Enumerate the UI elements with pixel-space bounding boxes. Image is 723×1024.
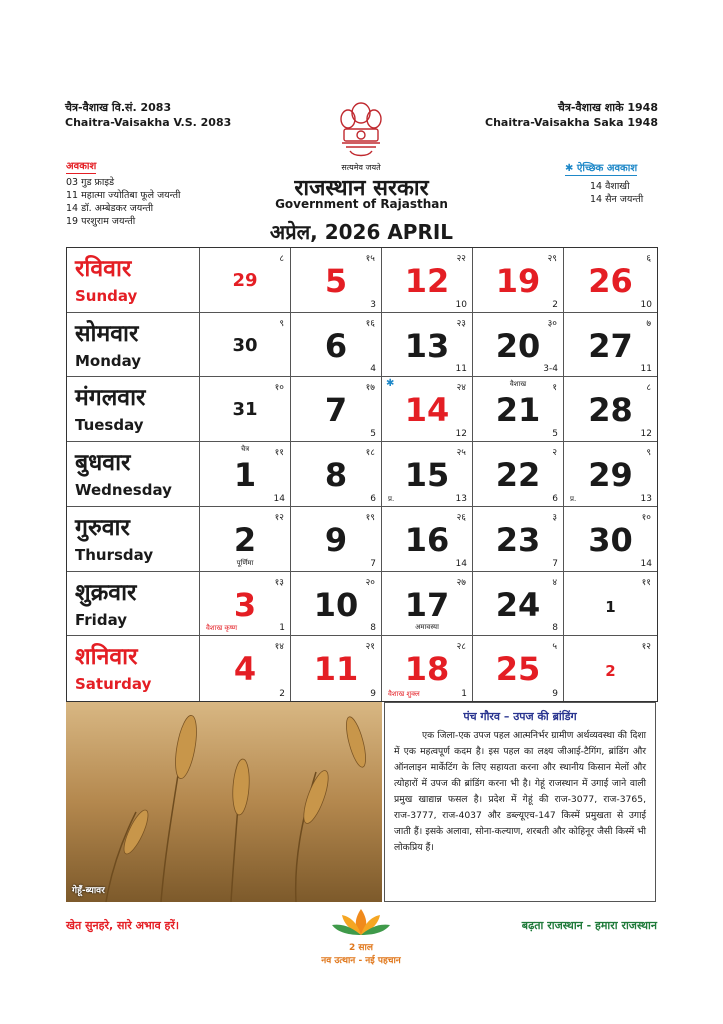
tithi-number: १६ [365, 318, 375, 329]
weekday-hindi: शुक्रवार [75, 579, 137, 606]
date-cell[interactable] [200, 248, 291, 313]
date-cell[interactable] [382, 507, 473, 572]
lunar-day: 6 [370, 493, 376, 504]
weekday-english: Saturday [75, 675, 152, 694]
tithi-number: ६ [646, 254, 651, 264]
tithi-number: १२ [274, 512, 284, 523]
optional-holiday-list [565, 162, 643, 206]
holiday-item: 19 परशुराम जयन्ती [66, 216, 136, 227]
tithi-number: १० [274, 383, 284, 394]
date-number: 25 [495, 650, 541, 689]
lunar-day: 14 [455, 558, 467, 569]
date-number: 15 [404, 456, 450, 495]
date-cell[interactable] [564, 313, 657, 378]
date-cell[interactable] [291, 248, 382, 313]
date-cell[interactable] [200, 377, 291, 442]
tithi-number: ८ [646, 383, 651, 394]
date-cell[interactable] [564, 636, 657, 701]
date-number: 2 [233, 520, 257, 559]
date-cell[interactable] [473, 636, 564, 701]
date-cell[interactable] [473, 377, 564, 442]
tithi-number: १५ [365, 254, 375, 264]
date-note: प्र. [570, 494, 577, 503]
date-number: 23 [495, 520, 541, 559]
weekday-english: Monday [75, 351, 142, 370]
holiday-item: 03 गुड फ्राइडे [66, 177, 115, 188]
tithi-number: २० [365, 577, 375, 588]
tithi-number: २९ [547, 254, 557, 264]
tithi-number: ७ [646, 318, 651, 329]
photo-caption: गेहूँ-ब्यावर [72, 886, 105, 896]
tithi-number: १८ [365, 448, 375, 459]
date-number: 27 [588, 326, 633, 365]
lunar-day: 10 [455, 299, 467, 310]
lunar-day: 13 [640, 493, 652, 504]
tithi-number: ३ [552, 512, 557, 523]
optional-holiday-heading [565, 162, 637, 176]
date-note: प्र. [388, 494, 395, 503]
tithi-number: २१ [365, 642, 375, 653]
tithi-number: २५ [456, 448, 466, 459]
lunar-day: 5 [552, 429, 558, 440]
date-cell[interactable] [200, 313, 291, 378]
tithi-number: २७ [456, 577, 466, 588]
vikram-samvat-hindi: चैत्र-वैशाख वि.सं. 2083 [65, 101, 172, 114]
lunar-day: 14 [640, 558, 652, 569]
date-number: 22 [495, 456, 541, 495]
lunar-day: 13 [455, 493, 467, 504]
date-number: 7 [324, 391, 348, 430]
tithi-number: २६ [456, 512, 466, 523]
weekday-cell [67, 442, 200, 507]
date-number: 19 [495, 262, 541, 300]
date-cell[interactable] [382, 377, 473, 442]
date-cell[interactable] [382, 248, 473, 313]
lunar-day: 5 [370, 429, 376, 440]
weekday-hindi: शनिवार [75, 644, 138, 671]
weekday-cell [67, 248, 200, 313]
lunar-day: 2 [279, 689, 285, 699]
lunar-day: 8 [370, 623, 376, 634]
ashoka-emblem-icon [336, 99, 386, 163]
date-cell[interactable] [564, 377, 657, 442]
footer-badge-text: नव उत्थान - नई पहचान [321, 956, 401, 966]
date-number: 1 [605, 597, 616, 616]
tithi-number: १३ [274, 577, 284, 588]
lunar-day: 7 [370, 558, 376, 569]
date-cell[interactable] [291, 442, 382, 507]
date-cell[interactable] [382, 313, 473, 378]
lunar-day: 8 [552, 623, 558, 634]
date-number: 18 [404, 650, 450, 689]
date-number: 12 [404, 262, 450, 300]
date-cell[interactable] [564, 572, 657, 637]
date-number: 14 [404, 391, 450, 430]
date-cell[interactable] [473, 248, 564, 313]
lunar-day: 1 [279, 623, 285, 634]
month-start-label: चैत्र [240, 445, 250, 454]
weekday-hindi: बुधवार [75, 450, 131, 477]
date-note: वैशाख शुक्ल [388, 690, 420, 698]
date-number: 29 [588, 456, 633, 495]
star-icon: ✱ [565, 163, 577, 174]
month-start-label: वैशाख [509, 380, 527, 389]
date-cell[interactable] [200, 636, 291, 701]
date-note: पूर्णिमा [236, 558, 254, 567]
weekday-english: Wednesday [75, 481, 172, 500]
date-note: वैशाख कृष्ण [206, 624, 238, 633]
info-body: एक जिला-एक उपज पहल आत्मनिर्भर ग्रामीण अर्थव्यवस्था की दिशा में एक महत्वपूर्ण कदम है। इस पहल का लक्ष्य जीआई-टैगिंग, ब्रांडिंग और ऑनलाइन मार्केटिंग के लिए सहायता करना और स्थानीय किसान मेलों और त्योहारों में उपज की ब्रांडिंग करना भी है। गेहूं राजस्थान में उगाई जाने वाली प्रमुख खाद्यान्न फसल है। प्रदेश में गेहूं की राज-3077, राज-3765, राज-3777, राज-4037 और डब्ल्यूएच-147 किस्में प्रमुखता से उगाई जाती हैं। इसके अलावा, सोना-कल्याण, शरबती और कोहिनूर जैसी किस्में भी लोकप्रिय हैं। [394, 730, 646, 853]
date-number: 3 [233, 585, 257, 624]
date-cell[interactable] [291, 572, 382, 637]
date-cell[interactable] [200, 507, 291, 572]
date-number: 2 [605, 662, 616, 681]
lunar-day: 7 [552, 558, 558, 569]
date-note: अमावस्या [415, 623, 439, 632]
date-cell[interactable] [291, 313, 382, 378]
date-number: 1 [233, 456, 257, 495]
tithi-number: ९ [279, 318, 284, 329]
info-title: पंच गौरव – उपज की ब्रांडिंग [463, 710, 577, 723]
date-number: 21 [495, 391, 541, 430]
vikram-samvat-english: Chaitra-Vaisakha V.S. 2083 [65, 116, 232, 129]
date-cell[interactable] [382, 442, 473, 507]
date-number: 10 [313, 585, 359, 624]
date-cell[interactable] [473, 572, 564, 637]
optional-holiday-item: 14 वैशाखी [590, 181, 630, 192]
date-cell[interactable] [291, 636, 382, 701]
saka-hindi: चैत्र-वैशाख शाके 1948 [557, 101, 658, 114]
date-cell[interactable] [473, 507, 564, 572]
weekday-hindi: रविवार [75, 256, 132, 282]
holiday-item: 14 डॉ. अम्बेडकर जयन्ती [66, 203, 154, 214]
weekday-cell [67, 636, 200, 701]
date-cell[interactable] [382, 572, 473, 637]
government-title-hindi: राजस्थान सरकार [294, 176, 429, 201]
date-cell[interactable] [473, 442, 564, 507]
saka-english: Chaitra-Vaisakha Saka 1948 [485, 116, 658, 129]
lotus-logo-icon [324, 905, 399, 943]
lunar-day: 4 [370, 364, 376, 375]
weekday-cell [67, 377, 200, 442]
date-cell[interactable] [291, 377, 382, 442]
date-cell[interactable] [564, 507, 657, 572]
footer-badge-top: 2 साल [349, 943, 373, 953]
lunar-day: 12 [455, 429, 467, 440]
tithi-number: १९ [365, 512, 375, 523]
tithi-number: २८ [456, 642, 466, 653]
footer-badge [291, 940, 431, 966]
date-cell[interactable] [291, 507, 382, 572]
weekday-english: Tuesday [75, 416, 144, 435]
lunar-day: 6 [552, 493, 558, 504]
tithi-number: २३ [456, 318, 466, 329]
date-cell[interactable] [200, 442, 291, 507]
tithi-number: १७ [365, 383, 375, 394]
star-icon: ✱ [386, 378, 395, 390]
saka-info [485, 100, 658, 130]
date-number: 8 [324, 456, 348, 495]
holiday-heading: अवकाश [66, 161, 97, 172]
tithi-number: १० [641, 512, 651, 523]
date-number: 30 [588, 520, 633, 559]
weekday-cell [67, 507, 200, 572]
tithi-number: ३० [547, 318, 557, 329]
tithi-number: १४ [274, 642, 284, 653]
lunar-day: 2 [552, 299, 558, 310]
tithi-number: ११ [274, 448, 284, 459]
tithi-number: २२ [456, 254, 466, 264]
weekday-english: Thursday [75, 545, 154, 564]
holiday-list [66, 160, 180, 228]
date-number: 30 [232, 334, 258, 356]
tithi-number: १२ [641, 642, 651, 653]
lunar-day: 11 [640, 364, 652, 375]
tithi-number: ११ [641, 577, 651, 588]
lunar-day: 1 [461, 689, 467, 699]
weekday-hindi: गुरुवार [75, 514, 130, 541]
weekday-cell [67, 313, 200, 378]
date-number: 29 [232, 270, 258, 291]
date-number: 16 [404, 520, 450, 559]
date-cell[interactable] [200, 572, 291, 637]
lunar-day: 9 [370, 689, 376, 699]
holiday-item: 11 महात्मा ज्योतिबा फूले जयन्ती [66, 190, 181, 201]
lunar-day: 3-4 [543, 364, 558, 375]
optional-holiday-item: 14 सैन जयन्ती [590, 194, 644, 205]
lunar-day: 3 [370, 299, 376, 310]
date-number: 28 [588, 391, 633, 430]
date-cell[interactable] [473, 313, 564, 378]
weekday-hindi: सोमवार [75, 320, 139, 347]
weekday-english: Friday [75, 610, 128, 629]
wheat-photo [66, 702, 382, 902]
date-cell[interactable] [382, 636, 473, 701]
date-cell[interactable] [564, 442, 657, 507]
date-number: 13 [404, 326, 450, 365]
tithi-number: ५ [552, 642, 557, 653]
date-number: 17 [404, 585, 450, 624]
date-cell[interactable] [564, 248, 657, 313]
month-title: अप्रेल, 2026 APRIL [269, 220, 454, 244]
date-number: 26 [588, 262, 633, 300]
tithi-number: १ [552, 383, 557, 394]
lunar-day: 14 [273, 493, 285, 504]
date-number: 24 [495, 585, 541, 624]
calendar-grid [66, 247, 658, 702]
info-box [384, 702, 656, 902]
lunar-day: 11 [455, 364, 467, 375]
date-number: 6 [324, 326, 348, 365]
lunar-day: 10 [640, 299, 652, 310]
lunar-day: 12 [640, 429, 652, 440]
emblem-motto: सत्यमेव जयते [341, 163, 381, 172]
footer-slogan-right: बढ़ता राजस्थान - हमारा राजस्थान [521, 919, 657, 932]
government-title-english: Government of Rajasthan [275, 197, 448, 211]
date-number: 4 [233, 650, 257, 689]
date-number: 31 [232, 399, 258, 421]
date-number: 20 [495, 326, 541, 365]
weekday-english: Sunday [75, 287, 138, 305]
vikram-samvat-info [65, 100, 231, 130]
tithi-number: ८ [279, 254, 284, 264]
optional-holiday-heading-text: ऐच्छिक अवकाश [576, 163, 638, 174]
weekday-hindi: मंगलवार [75, 385, 146, 412]
tithi-number: ४ [552, 577, 557, 588]
tithi-number: २ [552, 448, 557, 459]
date-number: 5 [324, 262, 348, 300]
tithi-number: ९ [646, 448, 651, 459]
footer-slogan-left: खेत सुनहरे, सारे अभाव हरें। [66, 919, 180, 932]
date-number: 9 [324, 520, 348, 559]
date-number: 11 [313, 650, 359, 689]
tithi-number: २४ [456, 383, 466, 394]
weekday-cell [67, 572, 200, 637]
lunar-day: 9 [552, 689, 558, 699]
